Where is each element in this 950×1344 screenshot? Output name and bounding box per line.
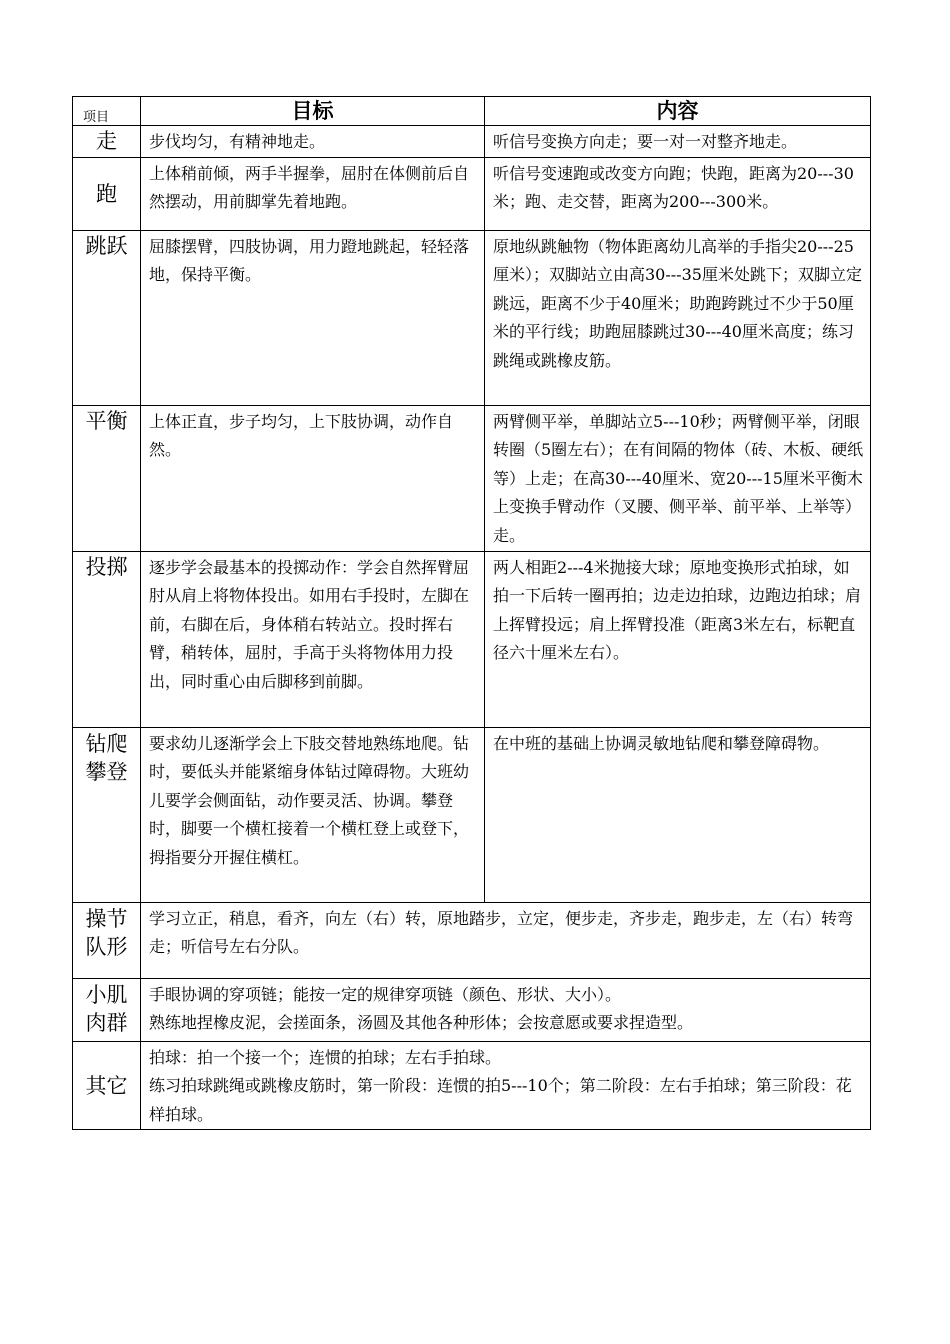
row-label-other: 其它	[73, 1041, 141, 1130]
table-header-row	[73, 97, 871, 126]
row-label-drill-line2: 队形	[85, 934, 128, 959]
row-text-other	[141, 1041, 871, 1130]
row-label-fine-motor	[73, 978, 141, 1041]
table-row	[73, 230, 871, 405]
row-text-other-line2: 练习拍球跳绳或跳橡皮筋时，第一阶段：连惯的拍5---10个；第二阶段：左右手拍球；第三阶段：花样拍球。	[149, 1076, 852, 1124]
row-content-climb: 在中班的基础上协调灵敏地钻爬和攀登障碍物。	[485, 727, 871, 902]
row-label-fine-line2: 肉群	[85, 1010, 128, 1035]
table-row	[73, 1041, 871, 1130]
table-row	[73, 902, 871, 978]
row-goal-walk: 步伐均匀，有精神地走。	[141, 126, 485, 158]
table-row	[73, 727, 871, 902]
row-goal-balance: 上体正直，步子均匀，上下肢协调，动作自然。	[141, 405, 485, 551]
row-label-run: 跑	[73, 157, 141, 230]
row-text-drill: 学习立正，稍息，看齐，向左（右）转，原地踏步，立定，便步走，齐步走，跑步走，左（右）转弯走；听信号左右分队。	[141, 902, 871, 978]
row-text-fine-motor	[141, 978, 871, 1041]
row-label-climb	[73, 727, 141, 902]
row-label-drill-line1: 操节	[85, 906, 128, 931]
row-content-balance: 两臂侧平举，单脚站立5---10秒；两臂侧平举，闭眼转圈（5圈左右）；在有间隔的物体（砖、木板、硬纸等）上走；在高30---40厘米、宽20---15厘米平衡木上变换手臂动作（叉腰、侧平举、前平举、上举等）走。	[485, 405, 871, 551]
header-goal: 目标	[141, 97, 485, 126]
row-label-throw: 投掷	[73, 551, 141, 727]
activity-table	[72, 96, 871, 1130]
row-label-balance: 平衡	[73, 405, 141, 551]
row-label-drill	[73, 902, 141, 978]
row-content-jump: 原地纵跳触物（物体距离幼儿高举的手指尖20---25厘米）；双脚站立由高30---35厘米处跳下；双脚立定跳远，距离不少于40厘米；助跑跨跳过不少于50厘米的平行线；助跑屈膝跳过30---40厘米高度；练习跳绳或跳橡皮筋。	[485, 230, 871, 405]
row-text-fine-line2: 熟练地捏橡皮泥，会搓面条，汤圆及其他各种形体；会按意愿或要求捏造型。	[149, 1013, 694, 1033]
row-goal-run: 上体稍前倾，两手半握拳，屈肘在体侧前后自然摆动，用前脚掌先着地跑。	[141, 157, 485, 230]
header-content: 内容	[485, 97, 871, 126]
row-label-climb-line2: 攀登	[85, 759, 128, 784]
row-text-other-line1: 拍球：拍一个接一个；连惯的拍球；左右手拍球。	[149, 1047, 502, 1067]
table-row	[73, 405, 871, 551]
row-label-walk: 走	[73, 126, 141, 158]
table-row	[73, 551, 871, 727]
row-content-throw: 两人相距2---4米抛接大球；原地变换形式拍球，如拍一下后转一圈再拍；边走边拍球，边跑边拍球；肩上挥臂投远；肩上挥臂投准（距离3米左右，标靶直径六十厘米左右）。	[485, 551, 871, 727]
row-label-fine-line1: 小肌	[85, 982, 128, 1007]
row-goal-jump: 屈膝摆臂，四肢协调，用力蹬地跳起，轻轻落地，保持平衡。	[141, 230, 485, 405]
table-row	[73, 126, 871, 158]
row-content-walk: 听信号变换方向走；要一对一对整齐地走。	[485, 126, 871, 158]
row-goal-throw: 逐步学会最基本的投掷动作：学会自然挥臂屈肘从肩上将物体投出。如用右手投时，左脚在前，右脚在后，身体稍右转站立。投时挥右臂，稍转体，屈肘，手高于头将物体用力投出，同时重心由后脚移到前脚。	[141, 551, 485, 727]
row-label-jump: 跳跃	[73, 230, 141, 405]
table-row	[73, 157, 871, 230]
row-text-fine-line1: 手眼协调的穿项链；能按一定的规律穿项链（颜色、形状、大小）。	[149, 984, 622, 1004]
row-content-run: 听信号变速跑或改变方向跑；快跑，距离为20---30米；跑、走交替，距离为200---300米。	[485, 157, 871, 230]
row-goal-climb: 要求幼儿逐渐学会上下肢交替地熟练地爬。钻时，要低头并能紧缩身体钻过障碍物。大班幼儿要学会侧面钻，动作要灵活、协调。攀登时，脚要一个横杠接着一个横杠登上或登下，拇指要分开握住横杠。	[141, 727, 485, 902]
row-label-climb-line1: 钻爬	[85, 731, 128, 756]
table-row	[73, 978, 871, 1041]
header-item: 项目	[73, 97, 141, 126]
